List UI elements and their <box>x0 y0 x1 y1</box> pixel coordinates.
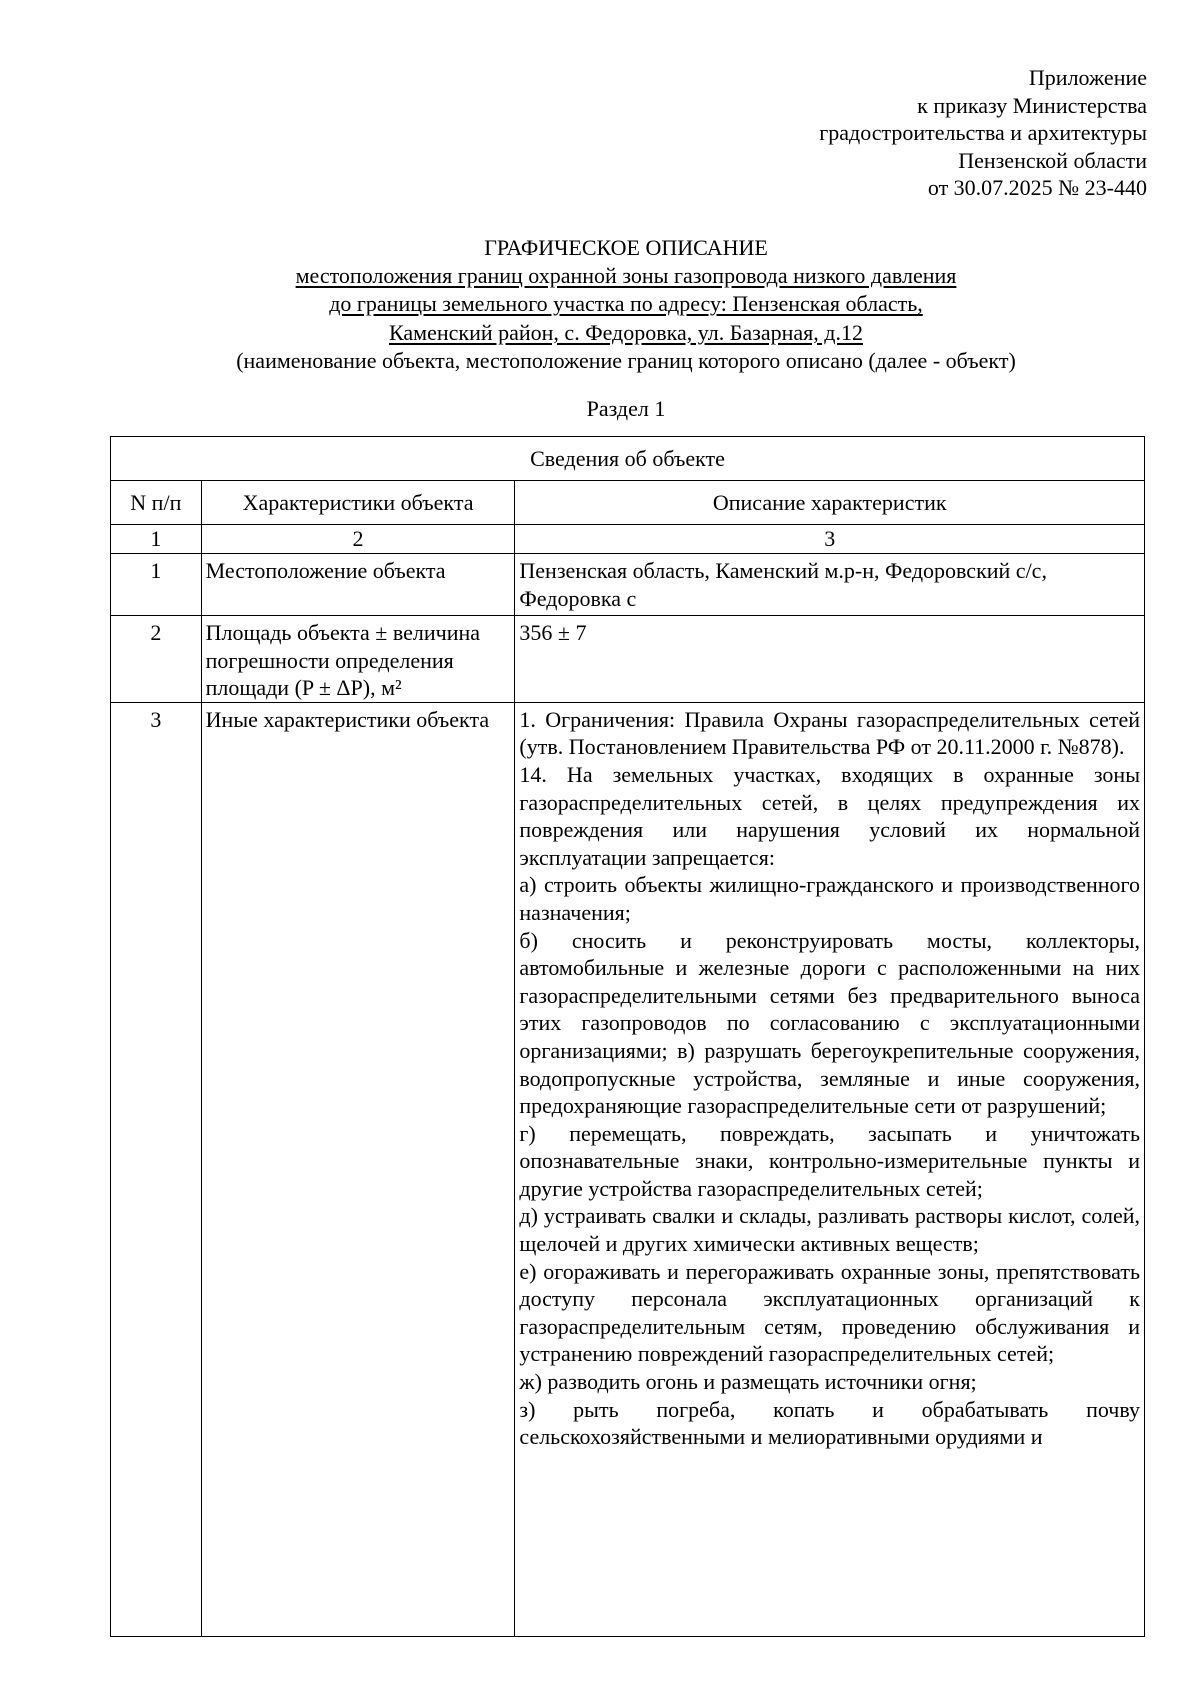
object-title-line: местоположения границ охранной зоны газопровода низкого давления <box>295 263 957 289</box>
row-description <box>515 702 1145 1636</box>
appendix-line: Приложение <box>1028 65 1147 90</box>
object-title-line: Каменский район, с. Федоровка, ул. Базарная, д.12 <box>389 319 863 345</box>
table-row <box>111 554 1145 616</box>
column-number: 1 <box>111 525 202 554</box>
section-label: Раздел 1 <box>586 396 666 421</box>
document-heading: ГРАФИЧЕСКОЕ ОПИСАНИЕ <box>484 235 768 260</box>
restriction-paragraph: а) строить объекты жилищно-гражданского и производственного назначения; <box>519 872 1140 925</box>
object-title-caption: (наименование объекта, местоположение границ которого описано (далее - объект) <box>236 347 1016 373</box>
object-title-line: до границы земельного участка по адресу: Пензенская область, <box>329 291 923 317</box>
column-header: N п/п <box>111 481 202 525</box>
object-info-table <box>110 436 1145 1637</box>
table-row <box>111 702 1145 1636</box>
column-number: 2 <box>201 525 515 554</box>
appendix-line: к приказу Министерства <box>917 92 1147 118</box>
row-number: 2 <box>111 616 202 703</box>
appendix-line: Пензенской области <box>958 147 1147 173</box>
restriction-paragraph: ж) разводить огонь и размещать источники огня; <box>519 1369 977 1395</box>
appendix-date-number: от 30.07.2025 № 23-440 <box>927 175 1147 201</box>
row-characteristic: Местоположение объекта <box>201 554 515 616</box>
restriction-paragraph: 14. На земельных участках, входящих в охранные зоны газораспределительных сетей, в целях предупреждения их повреждения или нарушения условий их нормальной эксплуатации запрещается: <box>519 761 1140 870</box>
row-number: 3 <box>111 702 202 1636</box>
row-number: 1 <box>111 554 202 616</box>
document-title-block <box>110 234 1142 375</box>
restriction-paragraph: 1. Ограничения: Правила Охраны газораспределительных сетей (утв. Постановлением Правительства РФ от 20.11.2000 г. №878). <box>519 706 1140 760</box>
appendix-line: градостроительства и архитектуры <box>819 120 1147 146</box>
column-header: Характеристики объекта <box>201 481 515 525</box>
restriction-paragraph: з) рыть погреба, копать и обрабатывать почву сельскохозяйственными и мелиоративными орудиями и <box>519 1396 1140 1450</box>
row-characteristic: Площадь объекта ± величина погрешности определения площади (P ± ΔP), м² <box>201 616 515 703</box>
restriction-paragraph: б) сносить и реконструировать мосты, коллекторы, автомобильные и железные дороги с расположенными на них газораспределительными сетями без предварительного выноса этих газопроводов по согласованию с эксплуатационными организациями; в) разрушать берегоукрепительные сооружения, водопропускные устройства, земляные и иные сооружения, предохраняющие газораспределительные сети от разрушений; <box>519 927 1140 1119</box>
restriction-paragraph: г) перемещать, повреждать, засыпать и уничтожать опознавательные знаки, контрольно-измерительные пункты и другие устройства газораспределительных сетей; <box>519 1120 1140 1201</box>
restriction-paragraph: е) огораживать и перегораживать охранные зоны, препятствовать доступу персонала эксплуатационных организаций к газораспределительным сетям, проведению обслуживания и устранению повреждений газораспределительных сетей; <box>519 1258 1140 1367</box>
appendix-header <box>819 64 1147 202</box>
table-caption: Сведения об объекте <box>111 437 1145 481</box>
column-header: Описание характеристик <box>515 481 1145 525</box>
restriction-paragraph: д) устраивать свалки и склады, разливать растворы кислот, солей, щелочей и других химически активных веществ; <box>519 1203 1140 1257</box>
row-description: 356 ± 7 <box>515 616 1145 703</box>
row-description: Пензенская область, Каменский м.р-н, Федоровский с/с, Федоровка с <box>515 554 1145 616</box>
row-characteristic: Иные характеристики объекта <box>201 702 515 1636</box>
column-number: 3 <box>515 525 1145 554</box>
table-row <box>111 616 1145 703</box>
